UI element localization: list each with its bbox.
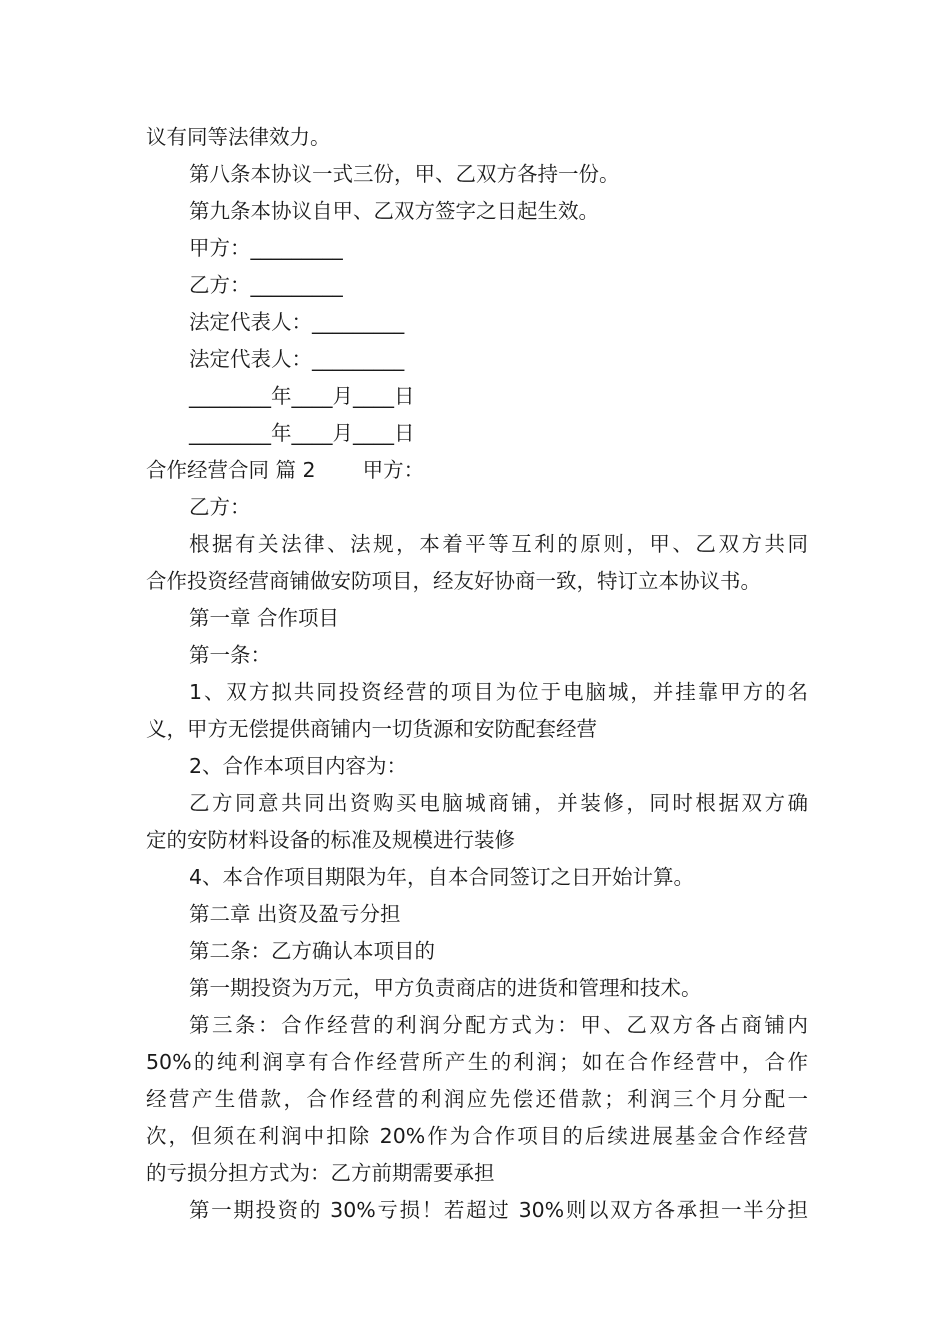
contract-title: 合作经营合同 篇 2 [146, 458, 316, 482]
document-body [146, 119, 808, 1229]
party-a-label: 甲方： [362, 458, 425, 482]
paragraph-line: 第一期投资为万元，甲方负责商店的进货和管理和技术。 [189, 976, 702, 1000]
party-b-label: 乙方： [189, 495, 251, 519]
legal-rep-b: 法定代表人：_________ [189, 347, 405, 371]
date-line-a: ________年____月____日 [189, 384, 415, 408]
paragraph-line: 义，甲方无偿提供商铺内一切货源和安防配套经营 [146, 717, 597, 741]
article-one-heading: 第一条： [189, 643, 271, 667]
paragraph-line: 根据有关法律、法规，本着平等互利的原则，甲、乙双方共同 [189, 532, 808, 556]
party-b-signature: 乙方：_________ [189, 273, 343, 297]
paragraph-line: 合作投资经营商铺做安防项目，经友好协商一致，特订立本协议书。 [146, 569, 761, 593]
paragraph-line: 第一期投资的 30%亏损！若超过 30%则以双方各承担一半分担 [189, 1198, 808, 1222]
paragraph-line: 4、本合作项目期限为年，自本合同签订之日开始计算。 [189, 865, 695, 889]
party-a-signature: 甲方：_________ [189, 236, 343, 260]
clause-nine: 第九条本协议自甲、乙双方签字之日起生效。 [189, 199, 599, 223]
chapter-one-heading: 第一章 合作项目 [189, 606, 340, 630]
paragraph-line: 的亏损分担方式为：乙方前期需要承担 [146, 1161, 495, 1185]
paragraph-line: 次，但须在利润中扣除 20%作为合作项目的后续进展基金合作经营 [146, 1124, 808, 1148]
article-two: 第二条：乙方确认本项目的 [189, 939, 435, 963]
article-three: 第三条：合作经营的利润分配方式为：甲、乙双方各占商铺内 [189, 1013, 808, 1037]
paragraph-line: 2、合作本项目内容为： [189, 754, 408, 778]
date-line-b: ________年____月____日 [189, 421, 415, 445]
paragraph-line: 定的安防材料设备的标准及规模进行装修 [146, 828, 515, 852]
paragraph-line: 1、双方拟共同投资经营的项目为位于电脑城，并挂靠甲方的名 [189, 680, 808, 704]
chapter-two-heading: 第二章 出资及盈亏分担 [189, 902, 401, 926]
clause-eight: 第八条本协议一式三份，甲、乙双方各持一份。 [189, 162, 620, 186]
paragraph-line: 50%的纯利润享有合作经营所产生的利润；如在合作经营中，合作 [146, 1050, 808, 1074]
paragraph-line: 议有同等法律效力。 [146, 125, 331, 149]
legal-rep-a: 法定代表人：_________ [189, 310, 405, 334]
paragraph-line: 经营产生借款，合作经营的利润应先偿还借款；利润三个月分配一 [146, 1087, 808, 1111]
contract-heading [146, 452, 808, 489]
paragraph-line: 乙方同意共同出资购买电脑城商铺，并装修，同时根据双方确 [189, 791, 808, 815]
